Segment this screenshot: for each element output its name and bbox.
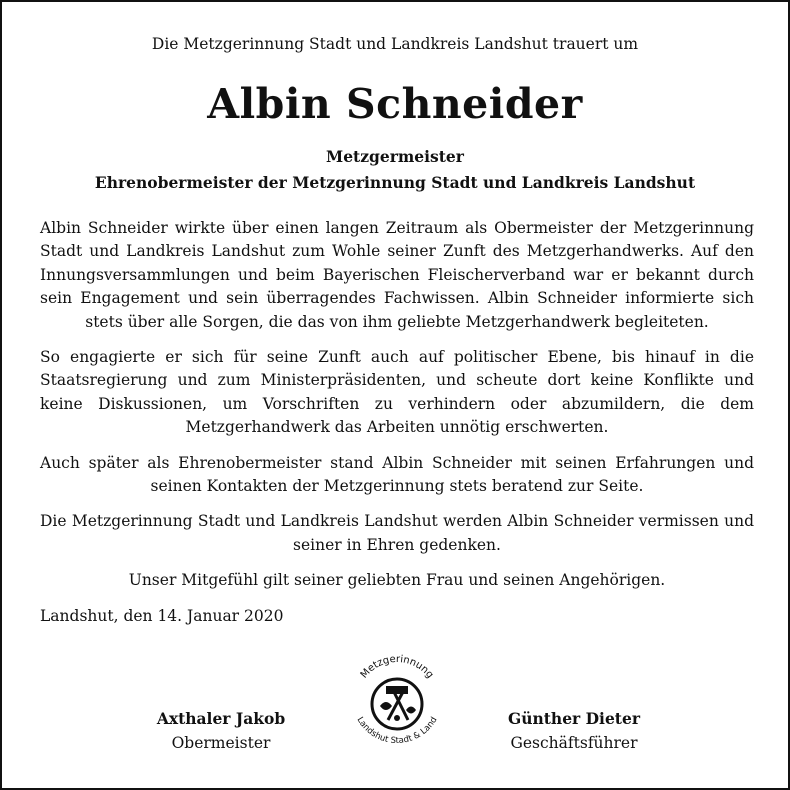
signatory-role: Geschäftsführer bbox=[510, 734, 638, 752]
signatory-role: Obermeister bbox=[171, 734, 271, 752]
signature-right bbox=[474, 707, 674, 755]
seal-top-text: Metzgerinnung bbox=[358, 653, 436, 681]
seal-bottom-text: Landshut Stadt & Land bbox=[354, 715, 440, 747]
paragraph: So engagierte er sich für seine Zunft auch auf politischer Ebene, bis hinauf in die Staatsregierung und zum Ministerpräsidenten, und scheute dort keine Konflikte und keine Diskussionen, um Vorschriften zu verhindern oder abzumildern, die dem Metzgerhandwerk das Arbeiten unnötig erschwerten. bbox=[40, 348, 754, 437]
svg-text:Metzgerinnung bbox=[359, 654, 436, 681]
guild-seal-stamp bbox=[344, 648, 450, 754]
obituary-body bbox=[40, 217, 754, 640]
deceased-name: Albin Schneider bbox=[207, 80, 583, 128]
paragraph: Unser Mitgefühl gilt seiner geliebten Frau und seinen Angehörigen. bbox=[128, 571, 666, 590]
profession-title: Metzgermeister bbox=[326, 147, 464, 166]
guild-emblem-icon bbox=[372, 679, 422, 729]
honorary-title: Ehrenobermeister der Metzgerinnung Stadt und Landkreis Landshut bbox=[94, 173, 696, 192]
intro-line: Die Metzgerinnung Stadt und Landkreis Landshut trauert um bbox=[151, 35, 639, 53]
paragraph: Albin Schneider wirkte über einen langen Zeitraum als Obermeister der Metzgerinnung Stadt und Landkreis Landshut zum Wohle seiner Zunft des Metzgerhandwerks. Auf den Innungsversammlungen und beim Bayerischen Fleischerverband war er bekannt durch sein Engagement und sein überragendes Fachwissen. Albin Schneider informierte sich stets über alle Sorgen, die das von ihm geliebte Metzgerhandwerk begleiteten. bbox=[40, 219, 754, 331]
place-date: Landshut, den 14. Januar 2020 bbox=[40, 606, 284, 625]
signatory-name: Günther Dieter bbox=[507, 709, 640, 728]
signatory-name: Axthaler Jakob bbox=[156, 709, 286, 728]
signature-left bbox=[121, 707, 321, 755]
paragraph: Auch später als Ehrenobermeister stand Albin Schneider mit seinen Erfahrungen und seinen Kontakten der Metzgerinnung stets beratend zur Seite. bbox=[40, 453, 754, 496]
paragraph: Die Metzgerinnung Stadt und Landkreis Landshut werden Albin Schneider vermissen und seiner in Ehren gedenken. bbox=[40, 512, 754, 554]
